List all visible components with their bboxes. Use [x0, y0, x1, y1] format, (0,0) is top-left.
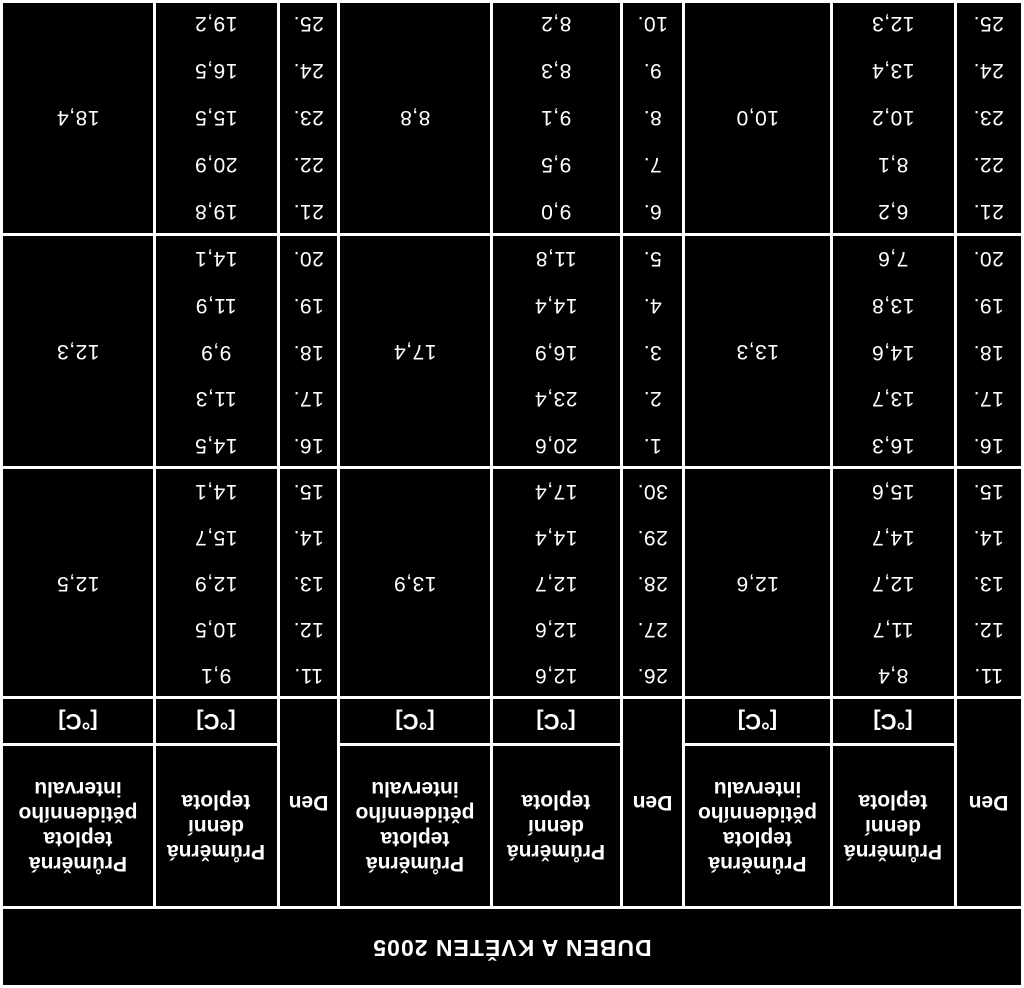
day-cell: 19.	[973, 293, 1004, 317]
day-cell: 4.	[643, 293, 662, 317]
daily-temp-cell: 14,4	[534, 526, 578, 549]
day-cell: 20.	[293, 247, 324, 271]
grid-line-vertical	[490, 0, 493, 908]
grid-line-horizontal	[0, 0, 1024, 3]
header-day: Den	[288, 791, 329, 815]
day-cell: 13.	[293, 572, 324, 595]
daily-temp-cell: 14,5	[194, 433, 238, 457]
daily-temp-cell: 8,2	[540, 12, 572, 36]
interval-average-cell: 17,4	[393, 340, 437, 364]
day-cell: 24.	[293, 59, 324, 83]
daily-temp-cell: 11,8	[535, 247, 577, 271]
header-daily-average: Průměrná denní teplota	[166, 790, 266, 863]
interval-average-cell: 12,6	[736, 572, 779, 595]
day-cell: 9.	[643, 59, 662, 83]
day-cell: 7.	[643, 153, 662, 177]
daily-temp-cell: 14,6	[871, 340, 915, 364]
grid-line-vertical	[337, 0, 340, 908]
day-cell: 19.	[293, 293, 324, 317]
grid-line-vertical	[0, 908, 3, 988]
day-cell: 15.	[293, 480, 324, 503]
day-cell: 23.	[973, 106, 1004, 130]
interval-average-cell: 8,8	[399, 106, 431, 130]
daily-temp-cell: 8,3	[540, 59, 572, 83]
header-interval-average: Průměrná teplota pětidenního intervalu	[355, 777, 475, 876]
daily-temp-cell: 13,4	[871, 59, 915, 83]
daily-temp-cell: 8,1	[877, 153, 909, 177]
daily-temp-cell: 16,5	[194, 59, 238, 83]
daily-temp-cell: 20,6	[534, 433, 578, 457]
daily-temp-cell: 12,6	[534, 618, 578, 641]
day-cell: 22.	[973, 153, 1004, 177]
daily-temp-cell: 9,0	[540, 200, 572, 224]
daily-temp-cell: 13,8	[871, 293, 915, 317]
grid-line-horizontal	[2, 743, 278, 746]
daily-temp-cell: 19,2	[194, 12, 238, 36]
day-cell: 25.	[293, 12, 324, 36]
interval-average-cell: 13,9	[393, 572, 437, 595]
daily-temp-cell: 8,4	[877, 664, 909, 687]
daily-temp-cell: 12,3	[871, 12, 915, 36]
daily-temp-cell: 11,3	[195, 387, 237, 411]
daily-temp-cell: 11,7	[872, 618, 914, 641]
day-cell: 3.	[643, 340, 662, 364]
grid-line-vertical	[277, 0, 280, 908]
daily-temp-cell: 9,1	[540, 106, 572, 130]
daily-temp-cell: 13,7	[871, 387, 915, 411]
interval-average-cell: 18,4	[56, 106, 100, 130]
unit-interval: [°C]	[737, 709, 778, 735]
daily-temp-cell: 9,5	[540, 153, 572, 177]
grid-line-vertical	[954, 0, 957, 908]
daily-temp-cell: 15,7	[194, 526, 238, 549]
day-cell: 17.	[973, 387, 1004, 411]
interval-average-cell: 12,3	[56, 340, 100, 364]
grid-line-vertical	[0, 0, 3, 908]
header-daily-average: Průměrná denní teplota	[506, 790, 606, 863]
day-cell: 15.	[973, 480, 1004, 503]
daily-temp-cell: 14,1	[194, 480, 238, 503]
day-cell: 16.	[973, 433, 1004, 457]
day-cell: 30.	[637, 480, 668, 503]
daily-temp-cell: 20,9	[194, 153, 238, 177]
day-cell: 14.	[973, 526, 1004, 549]
grid-line-horizontal	[0, 906, 1024, 909]
daily-temp-cell: 14,7	[871, 526, 915, 549]
day-cell: 11.	[293, 664, 324, 687]
day-cell: 18.	[973, 340, 1004, 364]
day-cell: 22.	[293, 153, 324, 177]
day-cell: 23.	[293, 106, 324, 130]
daily-temp-cell: 15,5	[194, 106, 238, 130]
grid-line-horizontal	[339, 743, 621, 746]
grid-line-vertical	[153, 0, 156, 908]
grid-line-vertical	[830, 0, 833, 908]
grid-line-horizontal	[0, 233, 1024, 236]
day-cell: 28.	[637, 572, 668, 595]
day-cell: 21.	[973, 200, 1004, 224]
day-cell: 6.	[643, 200, 662, 224]
daily-temp-cell: 19,8	[194, 200, 238, 224]
day-cell: 13.	[973, 572, 1004, 595]
day-cell: 12.	[293, 618, 324, 641]
day-cell: 16.	[293, 433, 324, 457]
day-cell: 10.	[637, 12, 668, 36]
daily-temp-cell: 12,7	[534, 572, 578, 595]
day-cell: 1.	[643, 433, 662, 457]
daily-temp-cell: 14,4	[534, 293, 578, 317]
daily-temp-cell: 6,2	[877, 200, 909, 224]
header-interval-average: Průměrná teplota pětidenního intervalu	[18, 777, 138, 876]
daily-temp-cell: 11,9	[195, 293, 237, 317]
grid-line-horizontal	[0, 696, 1024, 699]
header-day: Den	[968, 791, 1009, 815]
day-cell: 24.	[973, 59, 1004, 83]
table-title: DUBEN A KVĚTEN 2005	[372, 935, 652, 962]
grid-line-horizontal	[0, 466, 1024, 469]
grid-line-vertical	[682, 0, 685, 908]
grid-line-horizontal	[684, 743, 955, 746]
unit-daily: [°C]	[873, 709, 913, 735]
day-cell: 29.	[637, 526, 668, 549]
day-cell: 11.	[973, 664, 1004, 687]
header-day: Den	[632, 791, 673, 815]
unit-daily: [°C]	[536, 709, 576, 735]
day-cell: 25.	[973, 12, 1004, 36]
interval-average-cell: 13,3	[736, 340, 779, 364]
header-interval-average: Průměrná teplota pětidenního intervalu	[698, 777, 817, 876]
interval-average-cell: 12,5	[56, 572, 100, 595]
day-cell: 27.	[637, 618, 668, 641]
day-cell: 12.	[973, 618, 1004, 641]
daily-temp-cell: 12,9	[194, 572, 238, 595]
day-cell: 18.	[293, 340, 324, 364]
daily-temp-cell: 10,5	[194, 618, 238, 641]
daily-temp-cell: 17,4	[534, 480, 578, 503]
daily-temp-cell: 16,3	[871, 433, 915, 457]
day-cell: 26.	[637, 664, 668, 687]
daily-temp-cell: 10,2	[871, 106, 915, 130]
daily-temp-cell: 9,1	[200, 664, 232, 687]
unit-interval: [°C]	[58, 709, 98, 735]
daily-temp-cell: 12,6	[534, 664, 578, 687]
daily-temp-cell: 9,9	[200, 340, 232, 364]
day-cell: 20.	[973, 247, 1004, 271]
header-daily-average: Průměrná denní teplota	[843, 790, 943, 863]
day-cell: 5.	[643, 247, 662, 271]
daily-temp-cell: 12,7	[871, 572, 915, 595]
day-cell: 21.	[293, 200, 324, 224]
day-cell: 8.	[643, 106, 662, 130]
daily-temp-cell: 16,9	[534, 340, 578, 364]
day-cell: 2.	[643, 387, 662, 411]
day-cell: 14.	[293, 526, 324, 549]
daily-temp-cell: 15,6	[871, 480, 915, 503]
unit-daily: [°C]	[196, 709, 236, 735]
daily-temp-cell: 14,1	[194, 247, 238, 271]
daily-temp-cell: 7,6	[877, 247, 909, 271]
interval-average-cell: 10,0	[736, 106, 779, 130]
grid-line-vertical	[620, 0, 623, 908]
daily-temp-cell: 23,4	[534, 387, 578, 411]
day-cell: 17.	[293, 387, 324, 411]
unit-interval: [°C]	[395, 709, 435, 735]
